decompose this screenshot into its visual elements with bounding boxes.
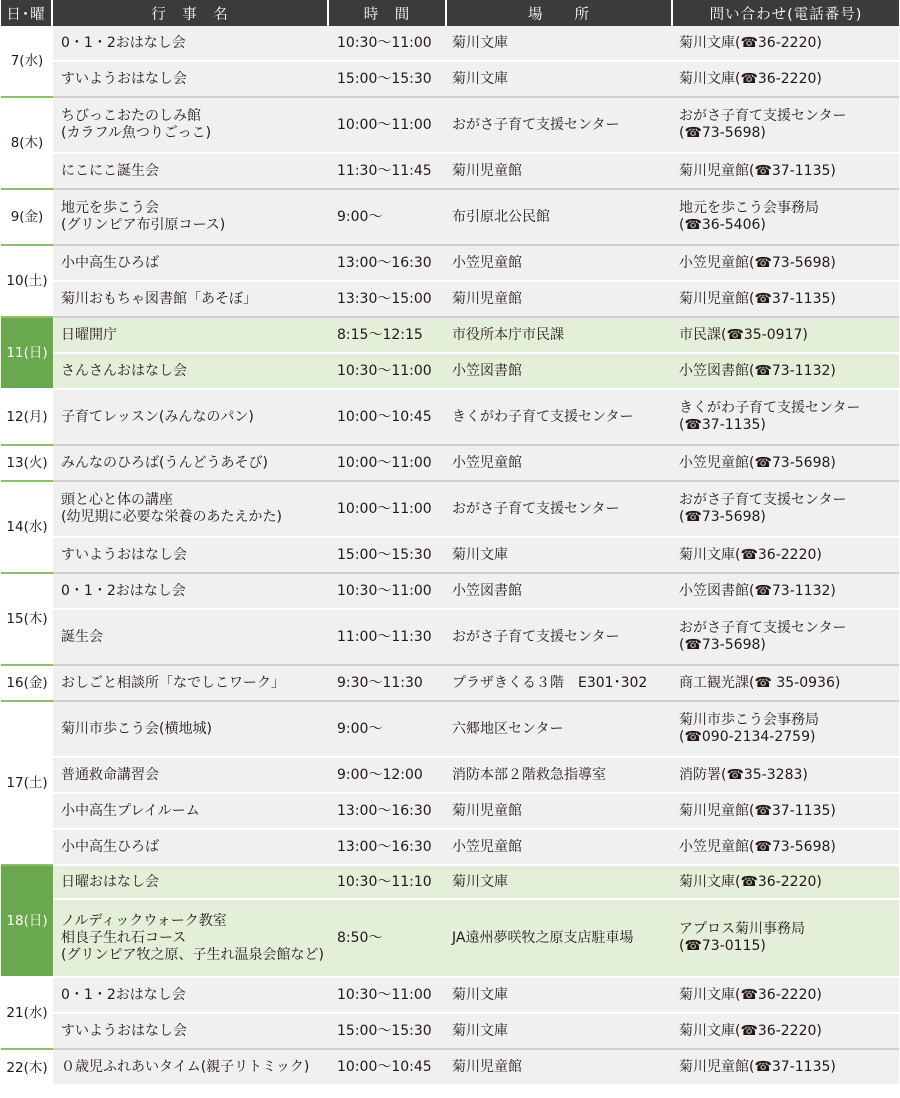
date-cell: 22(木) (1, 1050, 53, 1086)
event-cell: みんなのひろば(うんどうあそび) (53, 446, 329, 482)
table-row (1, 282, 899, 318)
table-row (1, 190, 899, 246)
time-cell: 9:30～11:30 (329, 666, 447, 702)
place-cell: おがさ子育て支援センター (447, 98, 673, 154)
place-cell: 小笠児童館 (447, 446, 673, 482)
place-cell: 菊川文庫 (447, 866, 673, 900)
table-row (1, 758, 899, 794)
event-cell: 日曜開庁 (53, 318, 329, 354)
event-cell: 0・1・2おはなし会 (53, 26, 329, 62)
time-cell: 10:00～11:00 (329, 446, 447, 482)
place-cell: 小笠児童館 (447, 246, 673, 282)
time-cell: 10:00～10:45 (329, 1050, 447, 1086)
time-cell: 11:30～11:45 (329, 154, 447, 190)
event-cell: すいようおはなし会 (53, 1014, 329, 1050)
date-cell: 17(土) (1, 702, 53, 866)
header-row (1, 0, 899, 26)
table-row (1, 318, 899, 354)
date-cell: 13(火) (1, 446, 53, 482)
contact-cell: 菊川文庫(☎36-2220) (673, 26, 899, 62)
place-cell: 小笠児童館 (447, 830, 673, 866)
event-cell: 0・1・2おはなし会 (53, 574, 329, 610)
table-row (1, 246, 899, 282)
table-row (1, 538, 899, 574)
time-cell: 15:00～15:30 (329, 1014, 447, 1050)
time-cell: 10:30～11:10 (329, 866, 447, 900)
time-cell: 10:30～11:00 (329, 26, 447, 62)
time-cell: 10:30～11:00 (329, 978, 447, 1014)
date-cell: 7(水) (1, 26, 53, 98)
date-cell: 14(水) (1, 482, 53, 574)
time-cell: 9:00～ (329, 190, 447, 246)
header-date: 日･曜 (1, 0, 53, 26)
place-cell: 菊川児童館 (447, 1050, 673, 1086)
place-cell: 菊川児童館 (447, 154, 673, 190)
place-cell: 布引原北公民館 (447, 190, 673, 246)
time-cell: 15:00～15:30 (329, 538, 447, 574)
header-event: 行 事 名 (53, 0, 329, 26)
place-cell: 菊川文庫 (447, 978, 673, 1014)
table-row (1, 26, 899, 62)
table-row (1, 446, 899, 482)
contact-cell: おがさ子育て支援センター (☎73-5698) (673, 98, 899, 154)
table-row (1, 1050, 899, 1086)
contact-cell: きくがわ子育て支援センター (☎37-1135) (673, 390, 899, 446)
contact-cell: 商工観光課(☎ 35-0936) (673, 666, 899, 702)
place-cell: 小笠図書館 (447, 574, 673, 610)
contact-cell: 菊川児童館(☎37-1135) (673, 154, 899, 190)
contact-cell: 菊川文庫(☎36-2220) (673, 62, 899, 98)
table-row (1, 830, 899, 866)
place-cell: 菊川文庫 (447, 62, 673, 98)
contact-cell: 菊川文庫(☎36-2220) (673, 1014, 899, 1050)
place-cell: JA遠州夢咲牧之原支店駐車場 (447, 900, 673, 978)
date-cell: 11(日) (1, 318, 53, 390)
contact-cell: 消防署(☎35-3283) (673, 758, 899, 794)
contact-cell: 菊川文庫(☎36-2220) (673, 538, 899, 574)
event-cell: 小中高生ひろば (53, 246, 329, 282)
place-cell: 菊川文庫 (447, 26, 673, 62)
time-cell: 15:00～15:30 (329, 62, 447, 98)
time-cell: 10:30～11:00 (329, 354, 447, 390)
table-row (1, 1014, 899, 1050)
event-cell: おしごと相談所「なでしこワーク」 (53, 666, 329, 702)
event-cell: すいようおはなし会 (53, 62, 329, 98)
table-row (1, 610, 899, 666)
place-cell: 菊川児童館 (447, 282, 673, 318)
contact-cell: 菊川文庫(☎36-2220) (673, 978, 899, 1014)
table-body (1, 26, 899, 1086)
header-place: 場 所 (447, 0, 673, 26)
place-cell: プラザきくる３階 E301･302 (447, 666, 673, 702)
contact-cell: 小笠図書館(☎73-1132) (673, 354, 899, 390)
place-cell: 市役所本庁市民課 (447, 318, 673, 354)
place-cell: 菊川文庫 (447, 538, 673, 574)
event-cell: 0・1・2おはなし会 (53, 978, 329, 1014)
date-cell: 15(木) (1, 574, 53, 666)
time-cell: 9:00～ (329, 702, 447, 758)
event-cell: 菊川市歩こう会(横地城) (53, 702, 329, 758)
time-cell: 8:15～12:15 (329, 318, 447, 354)
table-row (1, 794, 899, 830)
event-cell: すいようおはなし会 (53, 538, 329, 574)
table-row (1, 866, 899, 900)
table-row (1, 900, 899, 978)
date-cell: 18(日) (1, 866, 53, 978)
place-cell: きくがわ子育て支援センター (447, 390, 673, 446)
event-cell: 小中高生ひろば (53, 830, 329, 866)
header-contact: 問い合わせ(電話番号) (673, 0, 899, 26)
time-cell: 10:00～11:00 (329, 482, 447, 538)
event-cell: 日曜おはなし会 (53, 866, 329, 900)
time-cell: 10:00～10:45 (329, 390, 447, 446)
contact-cell: 地元を歩こう会事務局 (☎36-5406) (673, 190, 899, 246)
table-row (1, 702, 899, 758)
event-cell: 小中高生プレイルーム (53, 794, 329, 830)
time-cell: 13:00～16:30 (329, 830, 447, 866)
date-cell: 21(水) (1, 978, 53, 1050)
time-cell: 8:50～ (329, 900, 447, 978)
time-cell: 13:00～16:30 (329, 794, 447, 830)
date-cell: 8(木) (1, 98, 53, 190)
time-cell: 10:00～11:00 (329, 98, 447, 154)
time-cell: 11:00～11:30 (329, 610, 447, 666)
time-cell: 13:00～16:30 (329, 246, 447, 282)
time-cell: 9:00～12:00 (329, 758, 447, 794)
contact-cell: 菊川児童館(☎37-1135) (673, 1050, 899, 1086)
place-cell: おがさ子育て支援センター (447, 482, 673, 538)
contact-cell: おがさ子育て支援センター (☎73-5698) (673, 482, 899, 538)
table-row (1, 666, 899, 702)
event-cell: 菊川おもちゃ図書館「あそぼ」 (53, 282, 329, 318)
contact-cell: 小笠児童館(☎73-5698) (673, 446, 899, 482)
table-row (1, 62, 899, 98)
table-row (1, 154, 899, 190)
contact-cell: おがさ子育て支援センター (☎73-5698) (673, 610, 899, 666)
place-cell: 六郷地区センター (447, 702, 673, 758)
place-cell: 菊川児童館 (447, 794, 673, 830)
event-cell: 子育てレッスン(みんなのパン) (53, 390, 329, 446)
contact-cell: 菊川文庫(☎36-2220) (673, 866, 899, 900)
event-cell: 普通救命講習会 (53, 758, 329, 794)
date-cell: 12(月) (1, 390, 53, 446)
event-schedule-table (1, 0, 899, 1086)
table-row (1, 482, 899, 538)
contact-cell: 菊川児童館(☎37-1135) (673, 794, 899, 830)
event-cell: 誕生会 (53, 610, 329, 666)
table-row (1, 354, 899, 390)
table-row (1, 390, 899, 446)
contact-cell: 菊川市歩こう会事務局 (☎090-2134-2759) (673, 702, 899, 758)
event-cell: 頭と心と体の講座 (幼児期に必要な栄養のあたえかた) (53, 482, 329, 538)
event-cell: さんさんおはなし会 (53, 354, 329, 390)
contact-cell: 市民課(☎35-0917) (673, 318, 899, 354)
place-cell: 小笠図書館 (447, 354, 673, 390)
header-time: 時 間 (329, 0, 447, 26)
place-cell: 消防本部２階救急指導室 (447, 758, 673, 794)
table-row (1, 98, 899, 154)
table-row (1, 574, 899, 610)
contact-cell: 菊川児童館(☎37-1135) (673, 282, 899, 318)
event-cell: にこにこ誕生会 (53, 154, 329, 190)
time-cell: 10:30～11:00 (329, 574, 447, 610)
contact-cell: 小笠図書館(☎73-1132) (673, 574, 899, 610)
table-row (1, 978, 899, 1014)
contact-cell: 小笠児童館(☎73-5698) (673, 830, 899, 866)
table-header (1, 0, 899, 26)
place-cell: おがさ子育て支援センター (447, 610, 673, 666)
event-cell: 地元を歩こう会 (グリンピア布引原コース) (53, 190, 329, 246)
place-cell: 菊川文庫 (447, 1014, 673, 1050)
date-cell: 9(金) (1, 190, 53, 246)
event-cell: ノルディックウォーク教室 相良子生れ石コース (グリンピア牧之原、子生れ温泉会館など) (53, 900, 329, 978)
event-cell: ０歳児ふれあいタイム(親子リトミック) (53, 1050, 329, 1086)
time-cell: 13:30～15:00 (329, 282, 447, 318)
contact-cell: アプロス菊川事務局 (☎73-0115) (673, 900, 899, 978)
event-cell: ちびっこおたのしみ館 (カラフル魚つりごっこ) (53, 98, 329, 154)
contact-cell: 小笠児童館(☎73-5698) (673, 246, 899, 282)
date-cell: 10(土) (1, 246, 53, 318)
date-cell: 16(金) (1, 666, 53, 702)
